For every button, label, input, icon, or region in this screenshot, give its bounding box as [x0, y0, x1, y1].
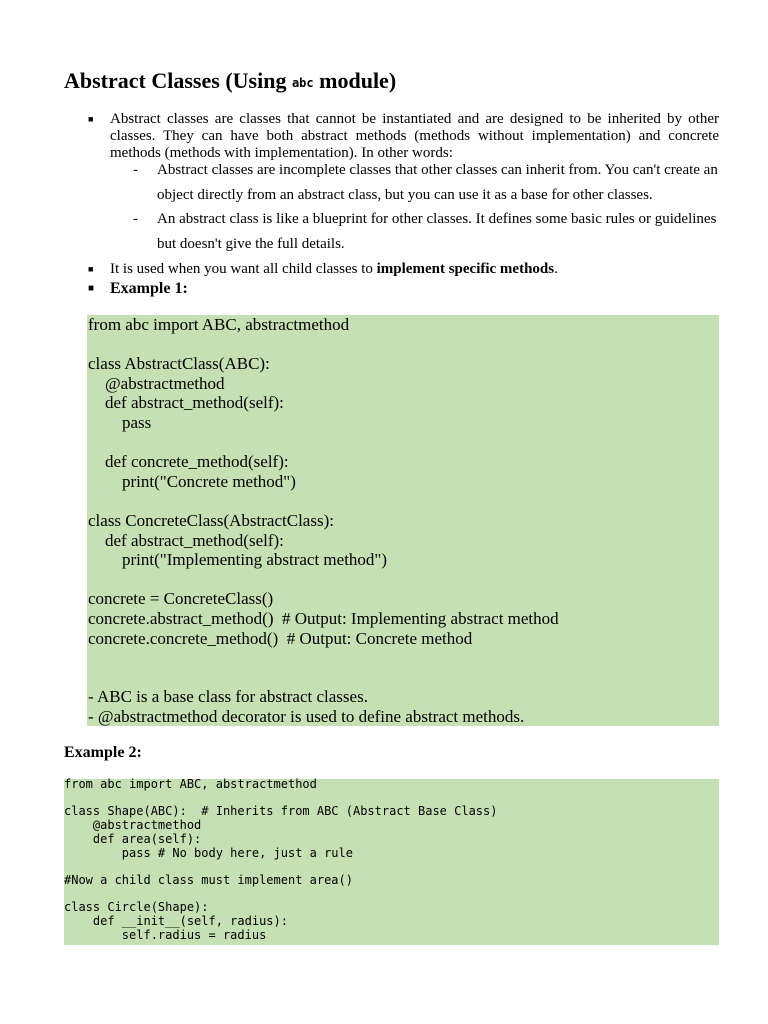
title-module-name: abc — [291, 76, 314, 90]
bullet-marker: ■ — [88, 283, 95, 294]
code-line: @abstractmethod — [64, 818, 202, 833]
dash-marker: - — [133, 211, 138, 227]
example-2-code-block — [64, 779, 719, 945]
code-line: class AbstractClass(ABC): — [88, 354, 270, 374]
code-line: class Circle(Shape): — [64, 900, 209, 915]
code-line: print("Implementing abstract method") — [88, 550, 388, 570]
title-prefix: Abstract Classes (Using — [64, 68, 292, 93]
code-line: self.radius = radius — [64, 927, 267, 942]
code-line: from abc import ABC, abstractmethod — [64, 777, 317, 791]
code-line: class ConcreteClass(AbstractClass): — [88, 511, 334, 530]
example-1-label: Example 1: — [110, 280, 188, 297]
code-line: concrete = ConcreteClass() — [88, 589, 274, 609]
dash-marker: - — [133, 162, 138, 178]
sub-item-2: An abstract class is like a blueprint for other classes. It defines some basic rules or guidelines but doesn't give the full details. — [157, 211, 717, 252]
code-line: - @abstractmethod decorator is used to define abstract methods. — [88, 707, 525, 726]
code-line: def __init__(self, radius): — [64, 914, 288, 928]
example-1-code-block — [87, 315, 719, 726]
code-line: - ABC is a base class for abstract classes. — [88, 687, 368, 707]
code-line: concrete.abstract_method() # Output: Implementing abstract method — [88, 609, 559, 628]
code-line: def abstract_method(self): — [88, 530, 284, 550]
code-line: concrete.concrete_method() # Output: Concrete method — [88, 628, 473, 648]
sub-item-1: Abstract classes are incomplete classes that other classes can inherit from. You can't create an object directly from an abstract class, but you can use it as a base for other classes. — [157, 162, 718, 203]
code-line: def concrete_method(self): — [88, 452, 289, 472]
code-line: print("Concrete method") — [88, 471, 296, 491]
bullet-marker: ■ — [88, 264, 94, 274]
code-line: from abc import ABC, abstractmethod — [88, 315, 350, 334]
intro-paragraph: Abstract classes are classes that cannot be instantiated and are designed to be inherited by other classes. They can have both abstract methods (methods without implementation) and concrete methods (methods with implementation). In other words: — [110, 111, 719, 161]
bullet-marker: ■ — [88, 114, 94, 124]
code-line: pass — [88, 413, 152, 432]
title-suffix: module) — [313, 68, 397, 93]
code-line: def abstract_method(self): — [88, 393, 284, 413]
code-line: pass # No body here, just a rule — [64, 845, 353, 860]
example-2-label: Example 2: — [64, 744, 142, 761]
page-title — [64, 66, 396, 98]
code-line: #Now a child class must implement area() — [64, 872, 353, 887]
code-line: @abstractmethod — [88, 373, 225, 393]
usage-paragraph — [110, 261, 719, 278]
code-line: def area(self): — [64, 831, 202, 846]
usage-suffix: . — [554, 261, 558, 277]
usage-prefix: It is used when you want all child classes to — [110, 261, 377, 277]
usage-bold-phrase: implement specific methods — [376, 261, 555, 277]
code-line: class Shape(ABC): # Inherits from ABC (Abstract Base Class) — [64, 804, 498, 819]
